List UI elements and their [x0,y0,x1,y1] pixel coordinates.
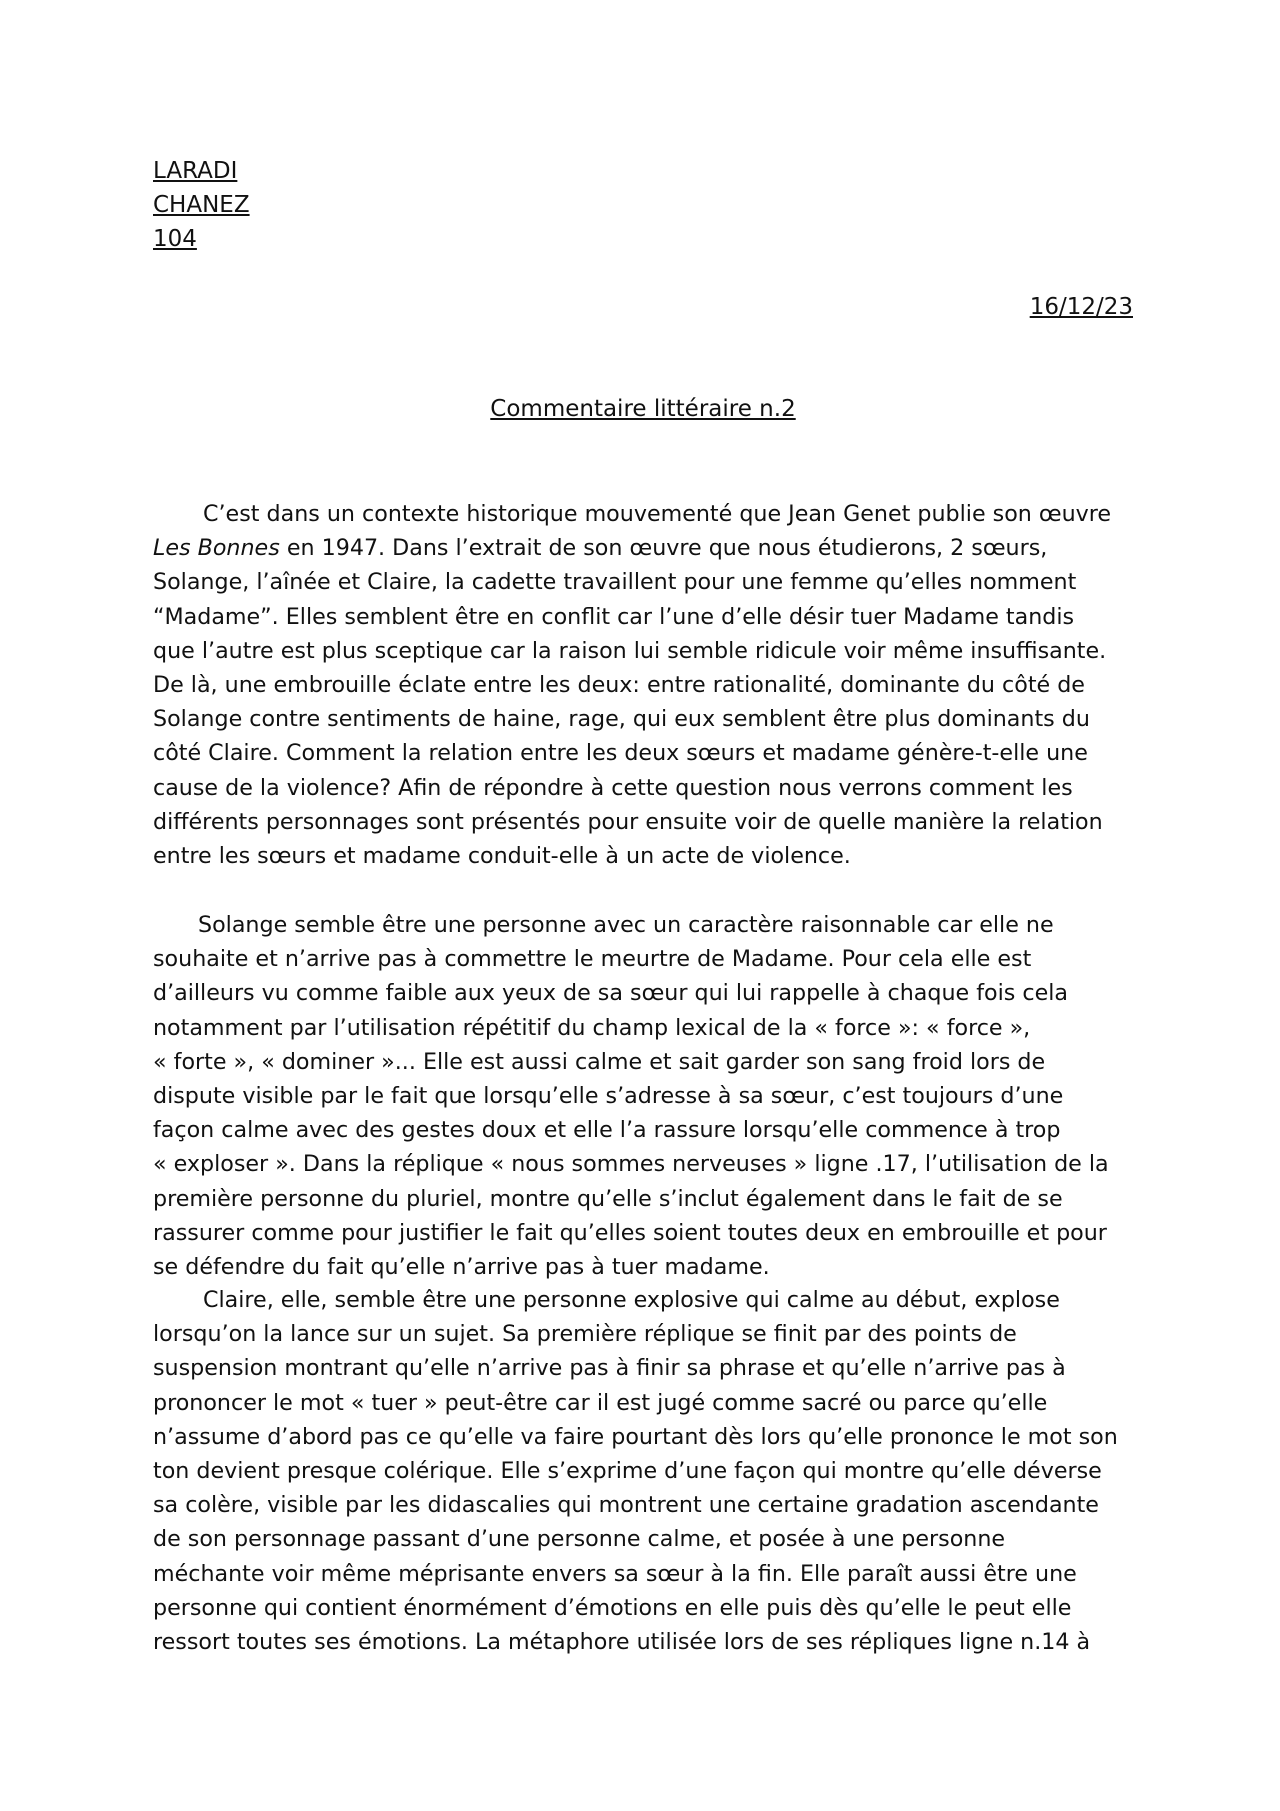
text-line: se défendre du fait qu’elle n’arrive pas à tuer madame. [153,1253,770,1280]
text-line: cause de la violence? Afin de répondre à cette question nous verrons comment les [153,774,1073,801]
text-line: rassurer comme pour justifier le fait qu’elles soient toutes deux en embrouille et pour [153,1219,1107,1246]
text-line: méchante voir même méprisante envers sa sœur à la fin. Elle paraît aussi être une [153,1560,1077,1587]
text-line: notamment par l’utilisation répétitif du champ lexical de la « force »: « force », [153,1014,1031,1041]
paragraph-introduction [153,497,1153,873]
text-line: Solange semble être une personne avec un caractère raisonnable car elle ne [198,912,1054,938]
text-line: Solange contre sentiments de haine, rage, qui eux semblent être plus dominants du [153,706,1090,733]
text-line: lorsqu’on la lance sur un sujet. Sa première réplique se finit par des points de [153,1321,1017,1348]
text-line: personne qui contient énormément d’émotions en elle puis dès qu’elle le peut elle [153,1594,1072,1621]
text-line: dispute visible par le fait que lorsqu’elle s’adresse à sa sœur, c’est toujours d’une [153,1082,1064,1109]
paragraph-claire [153,1283,1153,1659]
text-line: ton devient presque colérique. Elle s’exprime d’une façon qui montre qu’elle déverse [153,1457,1102,1484]
student-first-name: CHANEZ [153,192,250,218]
text-line: côté Claire. Comment la relation entre les deux sœurs et madame génère-t-elle une [153,740,1088,767]
text-line: « forte », « dominer »... Elle est aussi calme et sait garder son sang froid lors de [153,1048,1046,1075]
text-line: n’assume d’abord pas ce qu’elle va faire pourtant dès lors qu’elle prononce le mot son [153,1423,1118,1450]
text-line: entre les sœurs et madame conduit-elle à un acte de violence. [153,842,851,869]
text-line: prononcer le mot « tuer » peut-être car il est jugé comme sacré ou parce qu’elle [153,1389,1048,1416]
text-line: différents personnages sont présentés pour ensuite voir de quelle manière la relation [153,808,1103,835]
text-line: ressort toutes ses émotions. La métaphore utilisée lors de ses répliques ligne n.14 à [153,1628,1091,1655]
text-line: que l’autre est plus sceptique car la raison lui semble ridicule voir même insuffisante. [153,637,1107,664]
text-line: “Madame”. Elles semblent être en conflit car l’une d’elle désir tuer Madame tandis [153,603,1075,630]
book-title: Les Bonnes [153,535,280,562]
document-date: 16/12/23 [1029,294,1133,320]
text-line: suspension montrant qu’elle n’arrive pas à finir sa phrase et qu’elle n’arrive pas à [153,1355,1066,1382]
document-title: Commentaire littéraire n.2 [490,396,796,422]
text-line: sa colère, visible par les didascalies qui montrent une certaine gradation ascendante [153,1492,1099,1519]
student-last-name: LARADI [153,158,238,184]
text-line: Claire, elle, semble être une personne explosive qui calme au début, explose [203,1287,1060,1313]
paragraph-solange [153,908,1153,1284]
text-line: Solange, l’aînée et Claire, la cadette travaillent pour une femme qu’elles nomment [153,569,1077,596]
text-line: De là, une embrouille éclate entre les deux: entre rationalité, dominante du côté de [153,671,1085,698]
student-class: 104 [153,226,197,252]
text-line: souhaite et n’arrive pas à commettre le meurtre de Madame. Pour cela elle est [153,946,1032,973]
text-line-rest: en 1947. Dans l’extrait de son œuvre que nous étudierons, 2 sœurs, [286,535,1048,562]
text-line: façon calme avec des gestes doux et elle l’a rassure lorsqu’elle commence à trop [153,1117,1061,1144]
text-line: première personne du pluriel, montre qu’elle s’inclut également dans le fait de se [153,1185,1063,1212]
text-line: « exploser ». Dans la réplique « nous sommes nerveuses » ligne .17, l’utilisation de la [153,1151,1109,1178]
text-line: de son personnage passant d’une personne calme, et posée à une personne [153,1526,1006,1553]
text-line: C’est dans un contexte historique mouvementé que Jean Genet publie son œuvre [203,501,1112,527]
text-line: d’ailleurs vu comme faible aux yeux de sa sœur qui lui rappelle à chaque fois cela [153,980,1069,1007]
text-line [153,531,1153,565]
